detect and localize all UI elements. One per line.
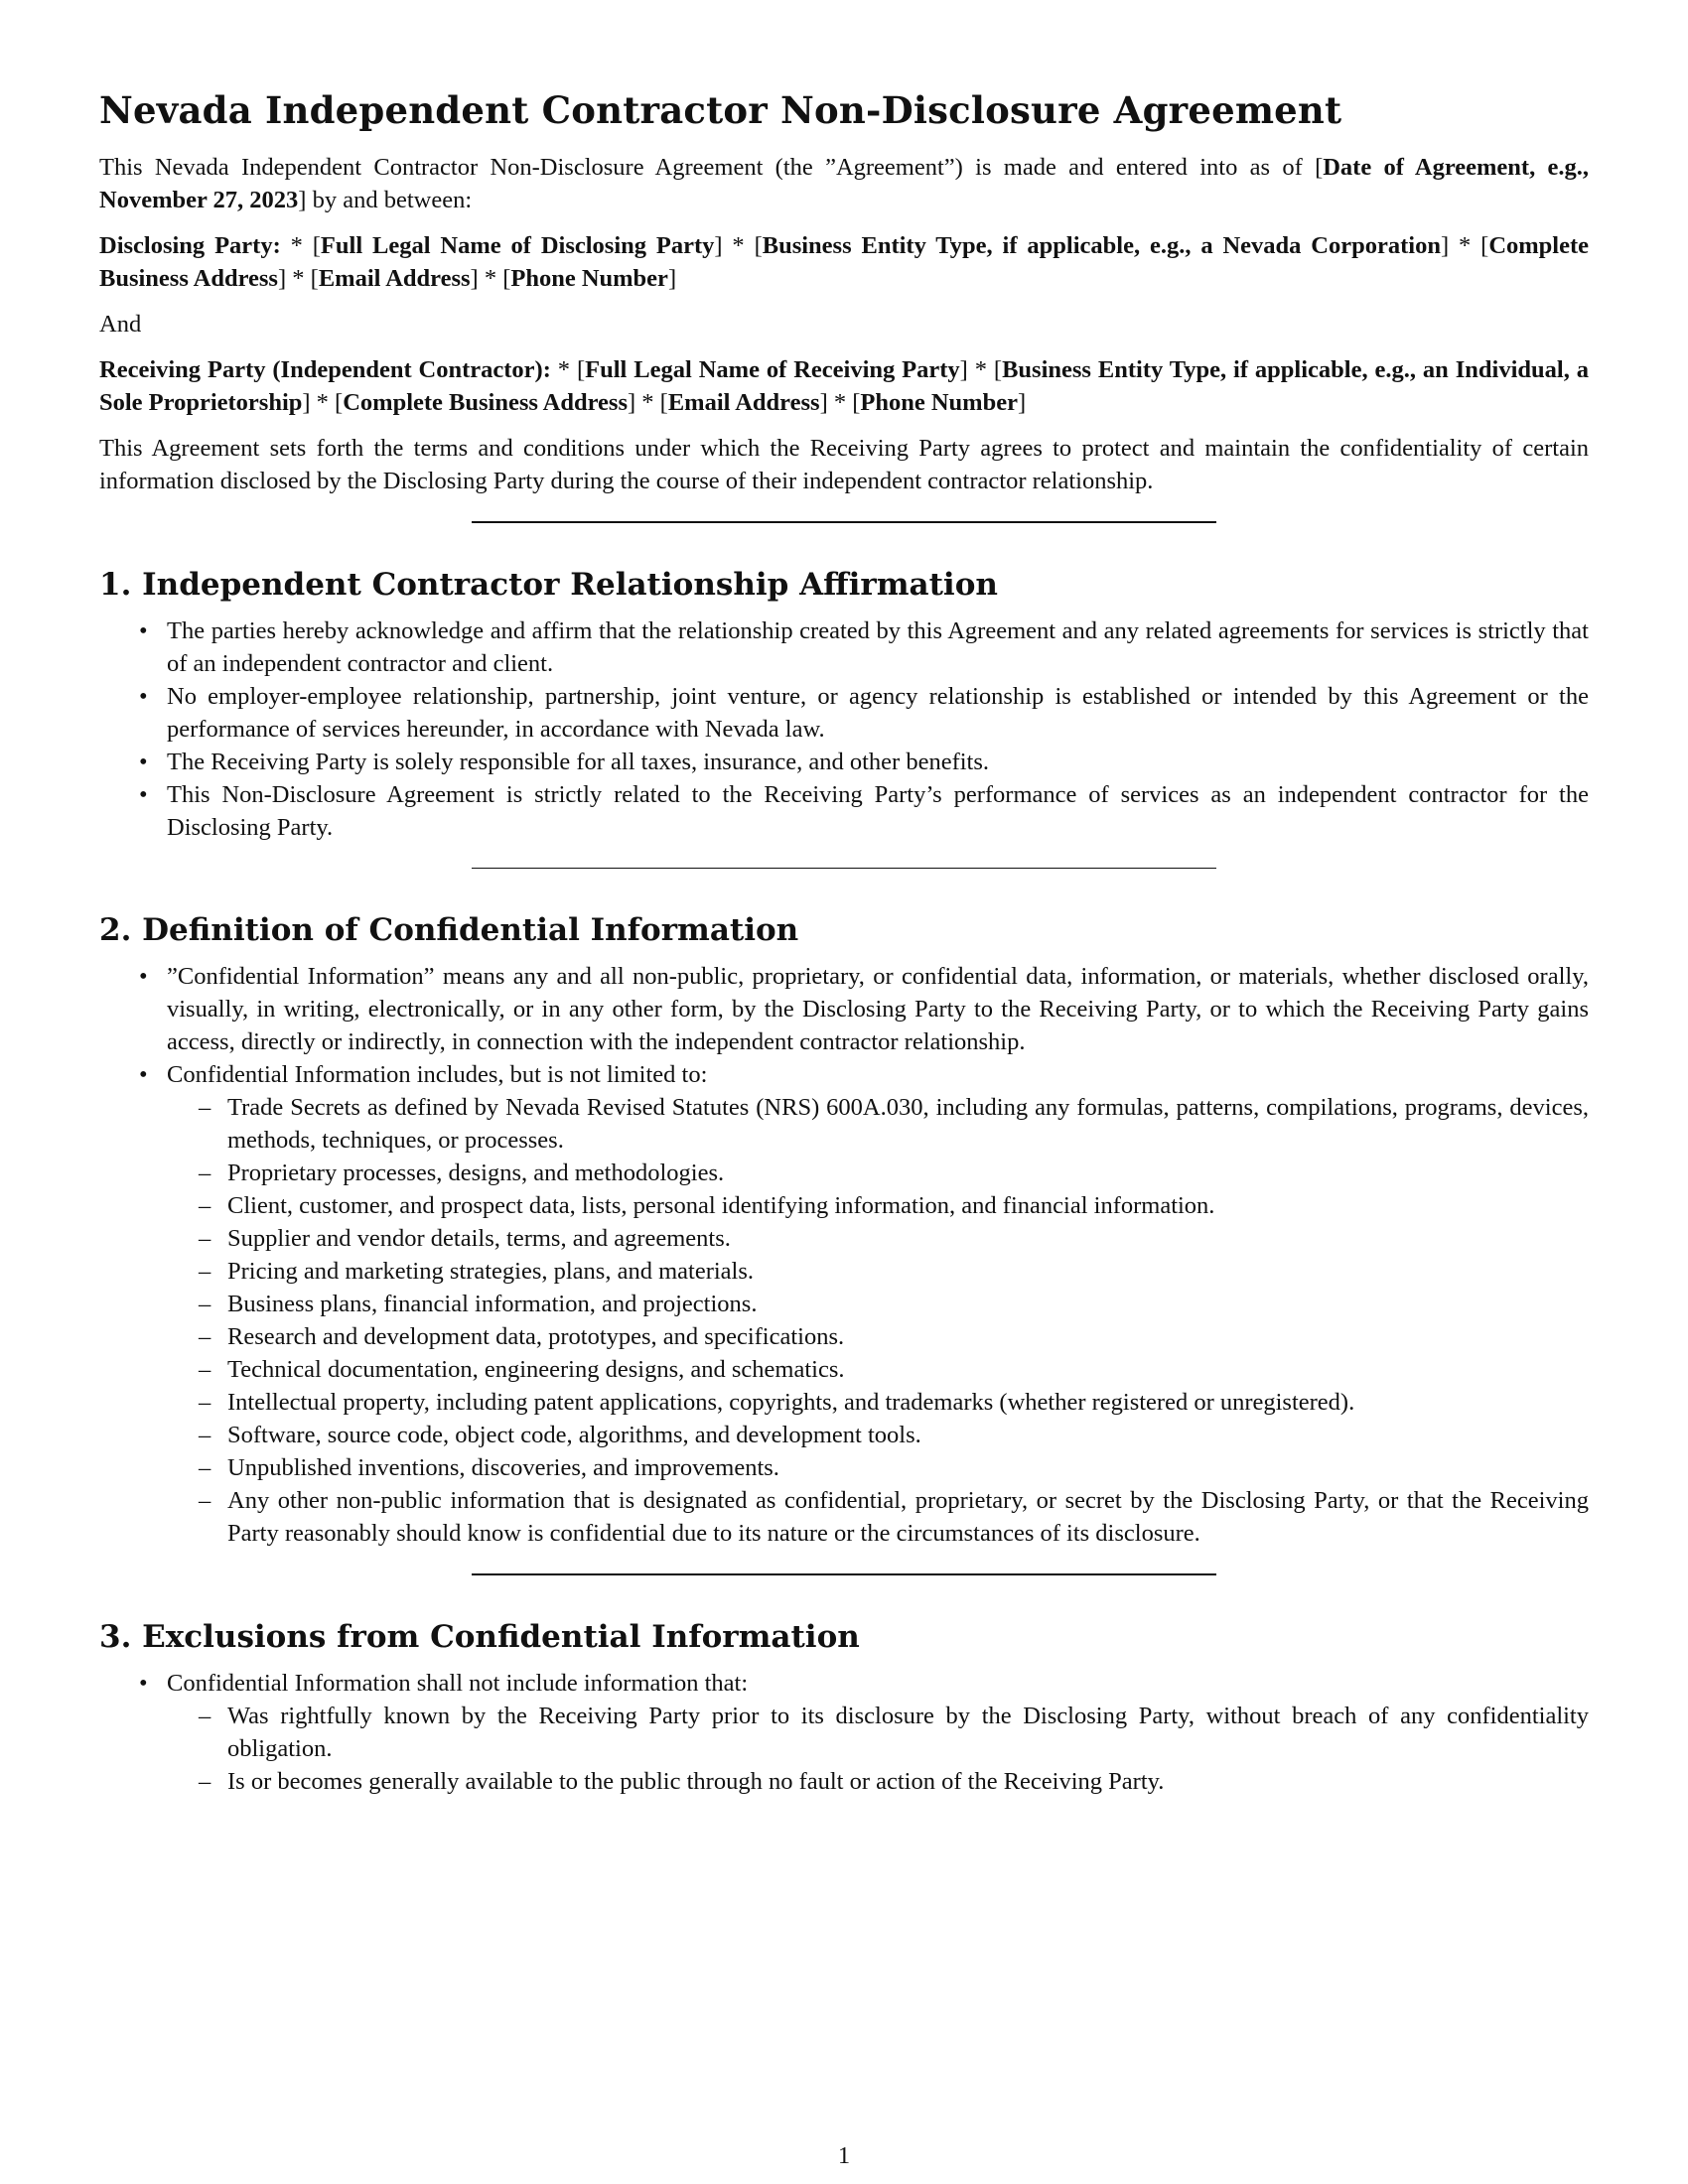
intro-paragraph <box>99 151 1589 216</box>
list-item: • No employer-employee relationship, partnership, joint venture, or agency relationship is established or intended by this Agreement or the performance of services hereunder, in accordance with Nevada law. <box>167 680 1589 746</box>
disclosing-party-label: Disclosing Party: <box>99 232 281 259</box>
receiving-email-field: Email Address <box>667 389 820 416</box>
section-divider <box>472 868 1216 869</box>
list-item <box>167 1058 1589 1550</box>
sub-list-item: – Technical documentation, engineering designs, and schematics. <box>227 1353 1589 1386</box>
disclosing-party-block: Disclosing Party: * [Full Legal Name of Disclosing Party] * [Business Entity Type, if applicable, e.g., a Nevada Corporation] * [Complete Business Address] * [Email Address] * [Phone Number] <box>99 232 1590 292</box>
section-divider <box>472 521 1216 523</box>
list-item-text: Confidential Information shall not include information that: <box>167 1670 749 1697</box>
section-2-sublist <box>167 1091 1589 1550</box>
sub-list-item: – Supplier and vendor details, terms, and agreements. <box>227 1222 1589 1255</box>
section-3-heading: 3. Exclusions from Confidential Information <box>99 1619 860 1655</box>
list-item: • The parties hereby acknowledge and affirm that the relationship created by this Agreement and any related agreements for services is strictly that of an independent contractor and client. <box>167 614 1589 680</box>
agreement-date: Date of Agreement, e.g., November 27, 2023 <box>99 154 1589 213</box>
sub-list-item: – Research and development data, prototypes, and specifications. <box>227 1320 1589 1353</box>
sub-list-item: – Client, customer, and prospect data, lists, personal identifying information, and financial information. <box>227 1189 1589 1222</box>
sub-list-item: – Was rightfully known by the Receiving Party prior to its disclosure by the Disclosing Party, without breach of any confidentiality obligation. <box>227 1700 1589 1765</box>
intro-text-after: ] by and between: <box>298 187 473 213</box>
list-item: • The Receiving Party is solely responsible for all taxes, insurance, and other benefits. <box>167 746 1589 778</box>
sub-list-item: – Any other non-public information that is designated as confidential, proprietary, or secret by the Disclosing Party, or that the Receiving Party reasonably should know is confidential due to its nature or the circumstances of its disclosure. <box>227 1484 1589 1550</box>
receiving-entity-field: Business Entity Type, if applicable, e.g., an Individual, a Sole Proprietorship <box>99 356 1589 416</box>
disclosing-email-field: Email Address <box>318 265 471 292</box>
document-page <box>99 87 1589 1798</box>
section-3-list <box>99 1667 1589 1798</box>
sub-list-item: – Software, source code, object code, algorithms, and development tools. <box>227 1419 1589 1451</box>
sub-list-item: – Proprietary processes, designs, and methodologies. <box>227 1157 1589 1189</box>
page-number: 1 <box>837 2142 851 2169</box>
disclosing-entity-field: Business Entity Type, if applicable, e.g., a Nevada Corporation <box>762 232 1441 259</box>
disclosing-phone-field: Phone Number <box>510 265 668 292</box>
receiving-party-block: Receiving Party (Independent Contractor): * [Full Legal Name of Receiving Party] * [Business Entity Type, if applicable, e.g., an Individual, a Sole Proprietorship] * [Complete Business Address] * [Email Address] * [Phone Number] <box>99 356 1589 416</box>
sub-list-item: – Business plans, financial information, and projections. <box>227 1288 1589 1320</box>
receiving-phone-field: Phone Number <box>860 389 1018 416</box>
receiving-party-label: Receiving Party (Independent Contractor): <box>99 356 551 383</box>
list-item <box>167 1667 1589 1798</box>
section-2-list <box>99 960 1589 1550</box>
document-title: Nevada Independent Contractor Non-Disclosure Agreement <box>99 88 1342 132</box>
sub-list-item: – Unpublished inventions, discoveries, and improvements. <box>227 1451 1589 1484</box>
sub-list-item: – Pricing and marketing strategies, plans, and materials. <box>227 1255 1589 1288</box>
list-item: • This Non-Disclosure Agreement is strictly related to the Receiving Party’s performance of services as an independent contractor for the Disclosing Party. <box>167 778 1589 844</box>
sub-list-item: – Is or becomes generally available to the public through no fault or action of the Receiving Party. <box>227 1765 1589 1798</box>
sub-list-item: – Trade Secrets as defined by Nevada Revised Statutes (NRS) 600A.030, including any formulas, patterns, compilations, programs, devices, methods, techniques, or processes. <box>227 1091 1589 1157</box>
sub-list-item: – Intellectual property, including patent applications, copyrights, and trademarks (whether registered or unregistered). <box>227 1386 1589 1419</box>
disclosing-name-field: Full Legal Name of Disclosing Party <box>320 232 715 259</box>
receiving-address-field: Complete Business Address <box>343 389 629 416</box>
receiving-name-field: Full Legal Name of Receiving Party <box>585 356 960 383</box>
disclosing-address-field: Complete Business Address <box>99 232 1590 292</box>
section-1-heading: 1. Independent Contractor Relationship Affirmation <box>99 567 998 603</box>
list-item-text: Confidential Information includes, but is not limited to: <box>167 1061 708 1088</box>
list-item: • ”Confidential Information” means any and all non-public, proprietary, or confidential data, information, or materials, whether disclosed orally, visually, in writing, electronically, or in any other form, by the Disclosing Party to the Receiving Party, or to which the Receiving Party gains access, directly or indirectly, in connection with the independent contractor relationship. <box>167 960 1589 1058</box>
section-1-list <box>99 614 1589 844</box>
section-2-heading: 2. Definition of Confidential Information <box>99 912 799 948</box>
section-divider <box>472 1573 1216 1575</box>
and-text: And <box>99 311 142 338</box>
intro-text-before: This Nevada Independent Contractor Non-Disclosure Agreement (the ”Agreement”) is made and entered into as of [ <box>99 154 1324 181</box>
section-3-sublist <box>167 1700 1589 1798</box>
purpose-paragraph: This Agreement sets forth the terms and conditions under which the Receiving Party agrees to protect and maintain the confidentiality of certain information disclosed by the Disclosing Party during the course of their independent contractor relationship. <box>99 435 1589 494</box>
